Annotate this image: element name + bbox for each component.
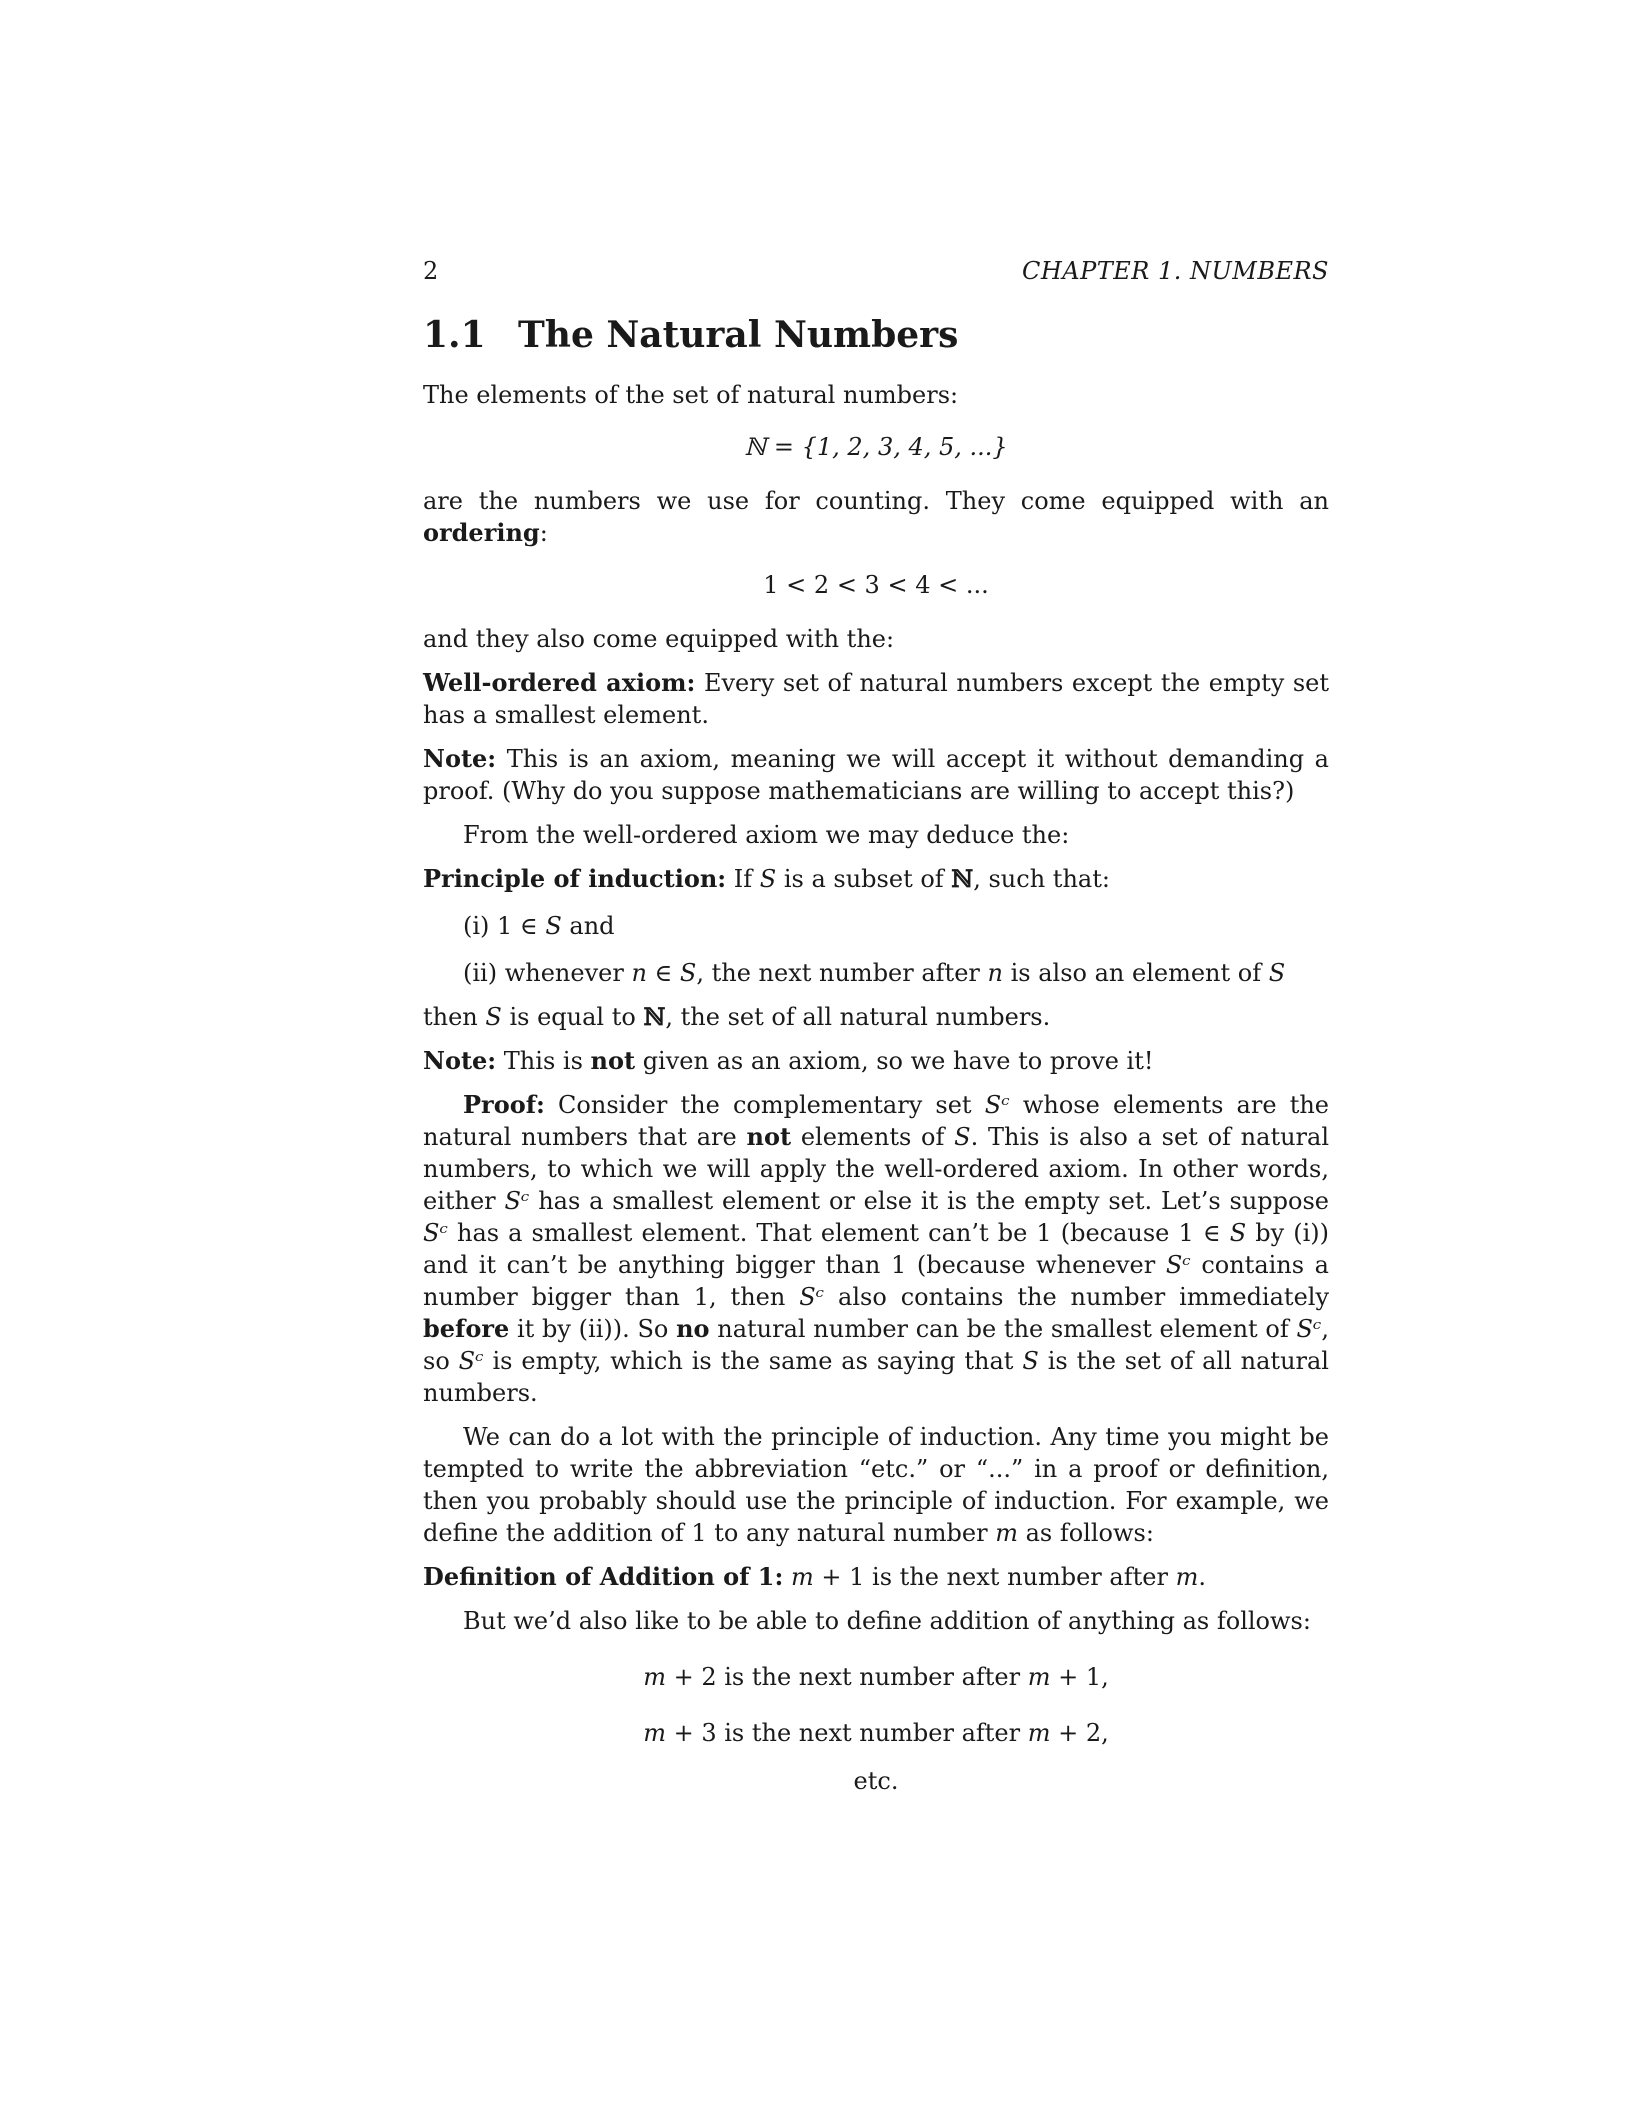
document-page	[423, 255, 1329, 1797]
addition-display-lines	[423, 1661, 1329, 1797]
induction-conclusion: then S is equal to ℕ, the set of all natural numbers.	[423, 1002, 1051, 1031]
naturals-equation: ℕ = {1, 2, 3, 4, 5, ...}	[744, 433, 1008, 461]
deduce-paragraph: From the well-ordered axiom we may deduce the:	[463, 821, 1070, 849]
running-header	[423, 255, 1329, 287]
definition-addition-of-one: Definition of Addition of 1: m + 1 is the next number after m.	[423, 1562, 1206, 1591]
induction-usage-paragraph: We can do a lot with the principle of induction. Any time you might be tempted to write the abbreviation “etc.” or “...” in a proof or definition, then you probably should use the principle of induction. For example, we define the addition of 1 to any natural number m as follows:	[423, 1423, 1329, 1547]
proof-paragraph: Proof: Consider the complementary set Sᶜ whose elements are the natural numbers that are not elements of S. This is also a set of natural numbers, to which we will apply the well-ordered axiom. In other words, either Sᶜ has a smallest element or else it is the empty set. Let’s suppose Sᶜ has a smallest element. That element can’t be 1 (because 1 ∈ S by (i)) and it can’t be anything bigger than 1 (because whenever Sᶜ contains a number bigger than 1, then Sᶜ also contains the number immediately before it by (ii)). So no natural number can be the smallest element of Sᶜ, so Sᶜ is empty, which is the same as saying that S is the set of all natural numbers.	[423, 1090, 1330, 1407]
page-number: 2	[423, 257, 439, 285]
induction-condition-i: (i) 1 ∈ S and	[463, 912, 615, 940]
addition-line-1: m + 2 is the next number after m + 1,	[643, 1663, 1109, 1691]
note-axiom: Note: This is an axiom, meaning we will accept it without demanding a proof. (Why do you suppose mathematicians are willing to accept this?)	[423, 744, 1329, 805]
induction-condition-ii: (ii) whenever n ∈ S, the next number after n is also an element of S	[463, 959, 1286, 987]
principle-of-induction: Principle of induction: If S is a subset of ℕ, such that:	[423, 864, 1110, 893]
addition-generalization-paragraph: But we’d also like to be able to define addition of anything as follows:	[463, 1607, 1311, 1635]
section-heading	[423, 313, 1329, 357]
section-number: 1.1	[423, 314, 486, 356]
ordering-equation: 1 < 2 < 3 < 4 < ...	[763, 571, 989, 599]
equipped-paragraph: and they also come equipped with the:	[423, 625, 895, 653]
addition-line-etc: etc.	[853, 1767, 899, 1795]
section-title: The Natural Numbers	[518, 314, 959, 356]
well-ordered-axiom: Well-ordered axiom: Every set of natural numbers except the empty set has a smallest element.	[423, 668, 1329, 729]
ordering-paragraph: are the numbers we use for counting. They come equipped with an ordering:	[423, 487, 1329, 547]
intro-paragraph: The elements of the set of natural numbers:	[423, 381, 959, 409]
note-not-axiom: Note: This is not given as an axiom, so we have to prove it!	[423, 1046, 1154, 1075]
running-title: CHAPTER 1. NUMBERS	[1022, 257, 1329, 285]
addition-line-2: m + 3 is the next number after m + 2,	[643, 1719, 1109, 1747]
